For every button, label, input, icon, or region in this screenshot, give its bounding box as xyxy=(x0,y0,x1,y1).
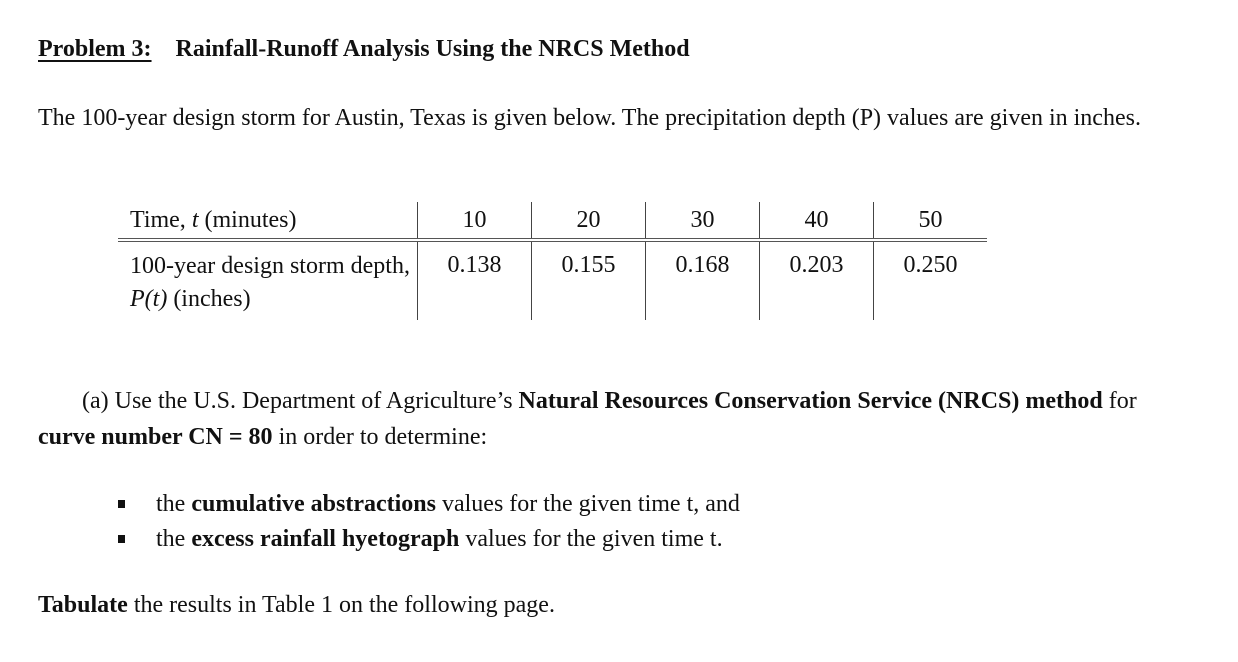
depth-row xyxy=(118,240,987,320)
depth-cell: 0.203 xyxy=(760,240,874,320)
intro-paragraph: The 100-year design storm for Austin, Texas is given below. The precipitation depth (P) values are given in inches. xyxy=(38,105,1141,131)
task-list xyxy=(118,487,740,557)
closing-instruction: Tabulate the results in Table 1 on the following page. xyxy=(38,592,555,618)
time-cell: 50 xyxy=(874,202,988,240)
time-cell: 10 xyxy=(418,202,532,240)
depth-cell: 0.138 xyxy=(418,240,532,320)
problem-title: Rainfall-Runoff Analysis Using the NRCS Method xyxy=(175,36,690,62)
time-cell: 30 xyxy=(646,202,760,240)
nrcs-method-term: Natural Resources Conservation Service (NRCS) method xyxy=(518,388,1103,414)
time-row-label: Time, t (minutes) xyxy=(118,202,418,240)
list-item: the excess rainfall hyetograph values for the given time t. xyxy=(118,522,740,557)
curve-number-term: curve number CN = 80 xyxy=(38,424,273,450)
time-row xyxy=(118,202,987,240)
depth-cell: 0.168 xyxy=(646,240,760,320)
square-bullet-icon xyxy=(118,535,125,543)
time-cell: 20 xyxy=(532,202,646,240)
design-storm-table xyxy=(118,202,987,320)
depth-cell: 0.250 xyxy=(874,240,988,320)
problem-number: Problem 3: xyxy=(38,36,152,62)
time-cell: 40 xyxy=(760,202,874,240)
list-item: the cumulative abstractions values for the given time t, and xyxy=(118,487,740,522)
square-bullet-icon xyxy=(118,500,125,508)
part-a-paragraph: (a) Use the U.S. Department of Agriculture’s Natural Resources Conservation Service (NRCS) method for curve number CN = 80 in order to determine: xyxy=(38,388,1137,450)
depth-row-label: 100-year design storm depth, P(t) (inches) xyxy=(130,253,410,312)
depth-cell: 0.155 xyxy=(532,240,646,320)
problem-heading xyxy=(38,36,690,63)
